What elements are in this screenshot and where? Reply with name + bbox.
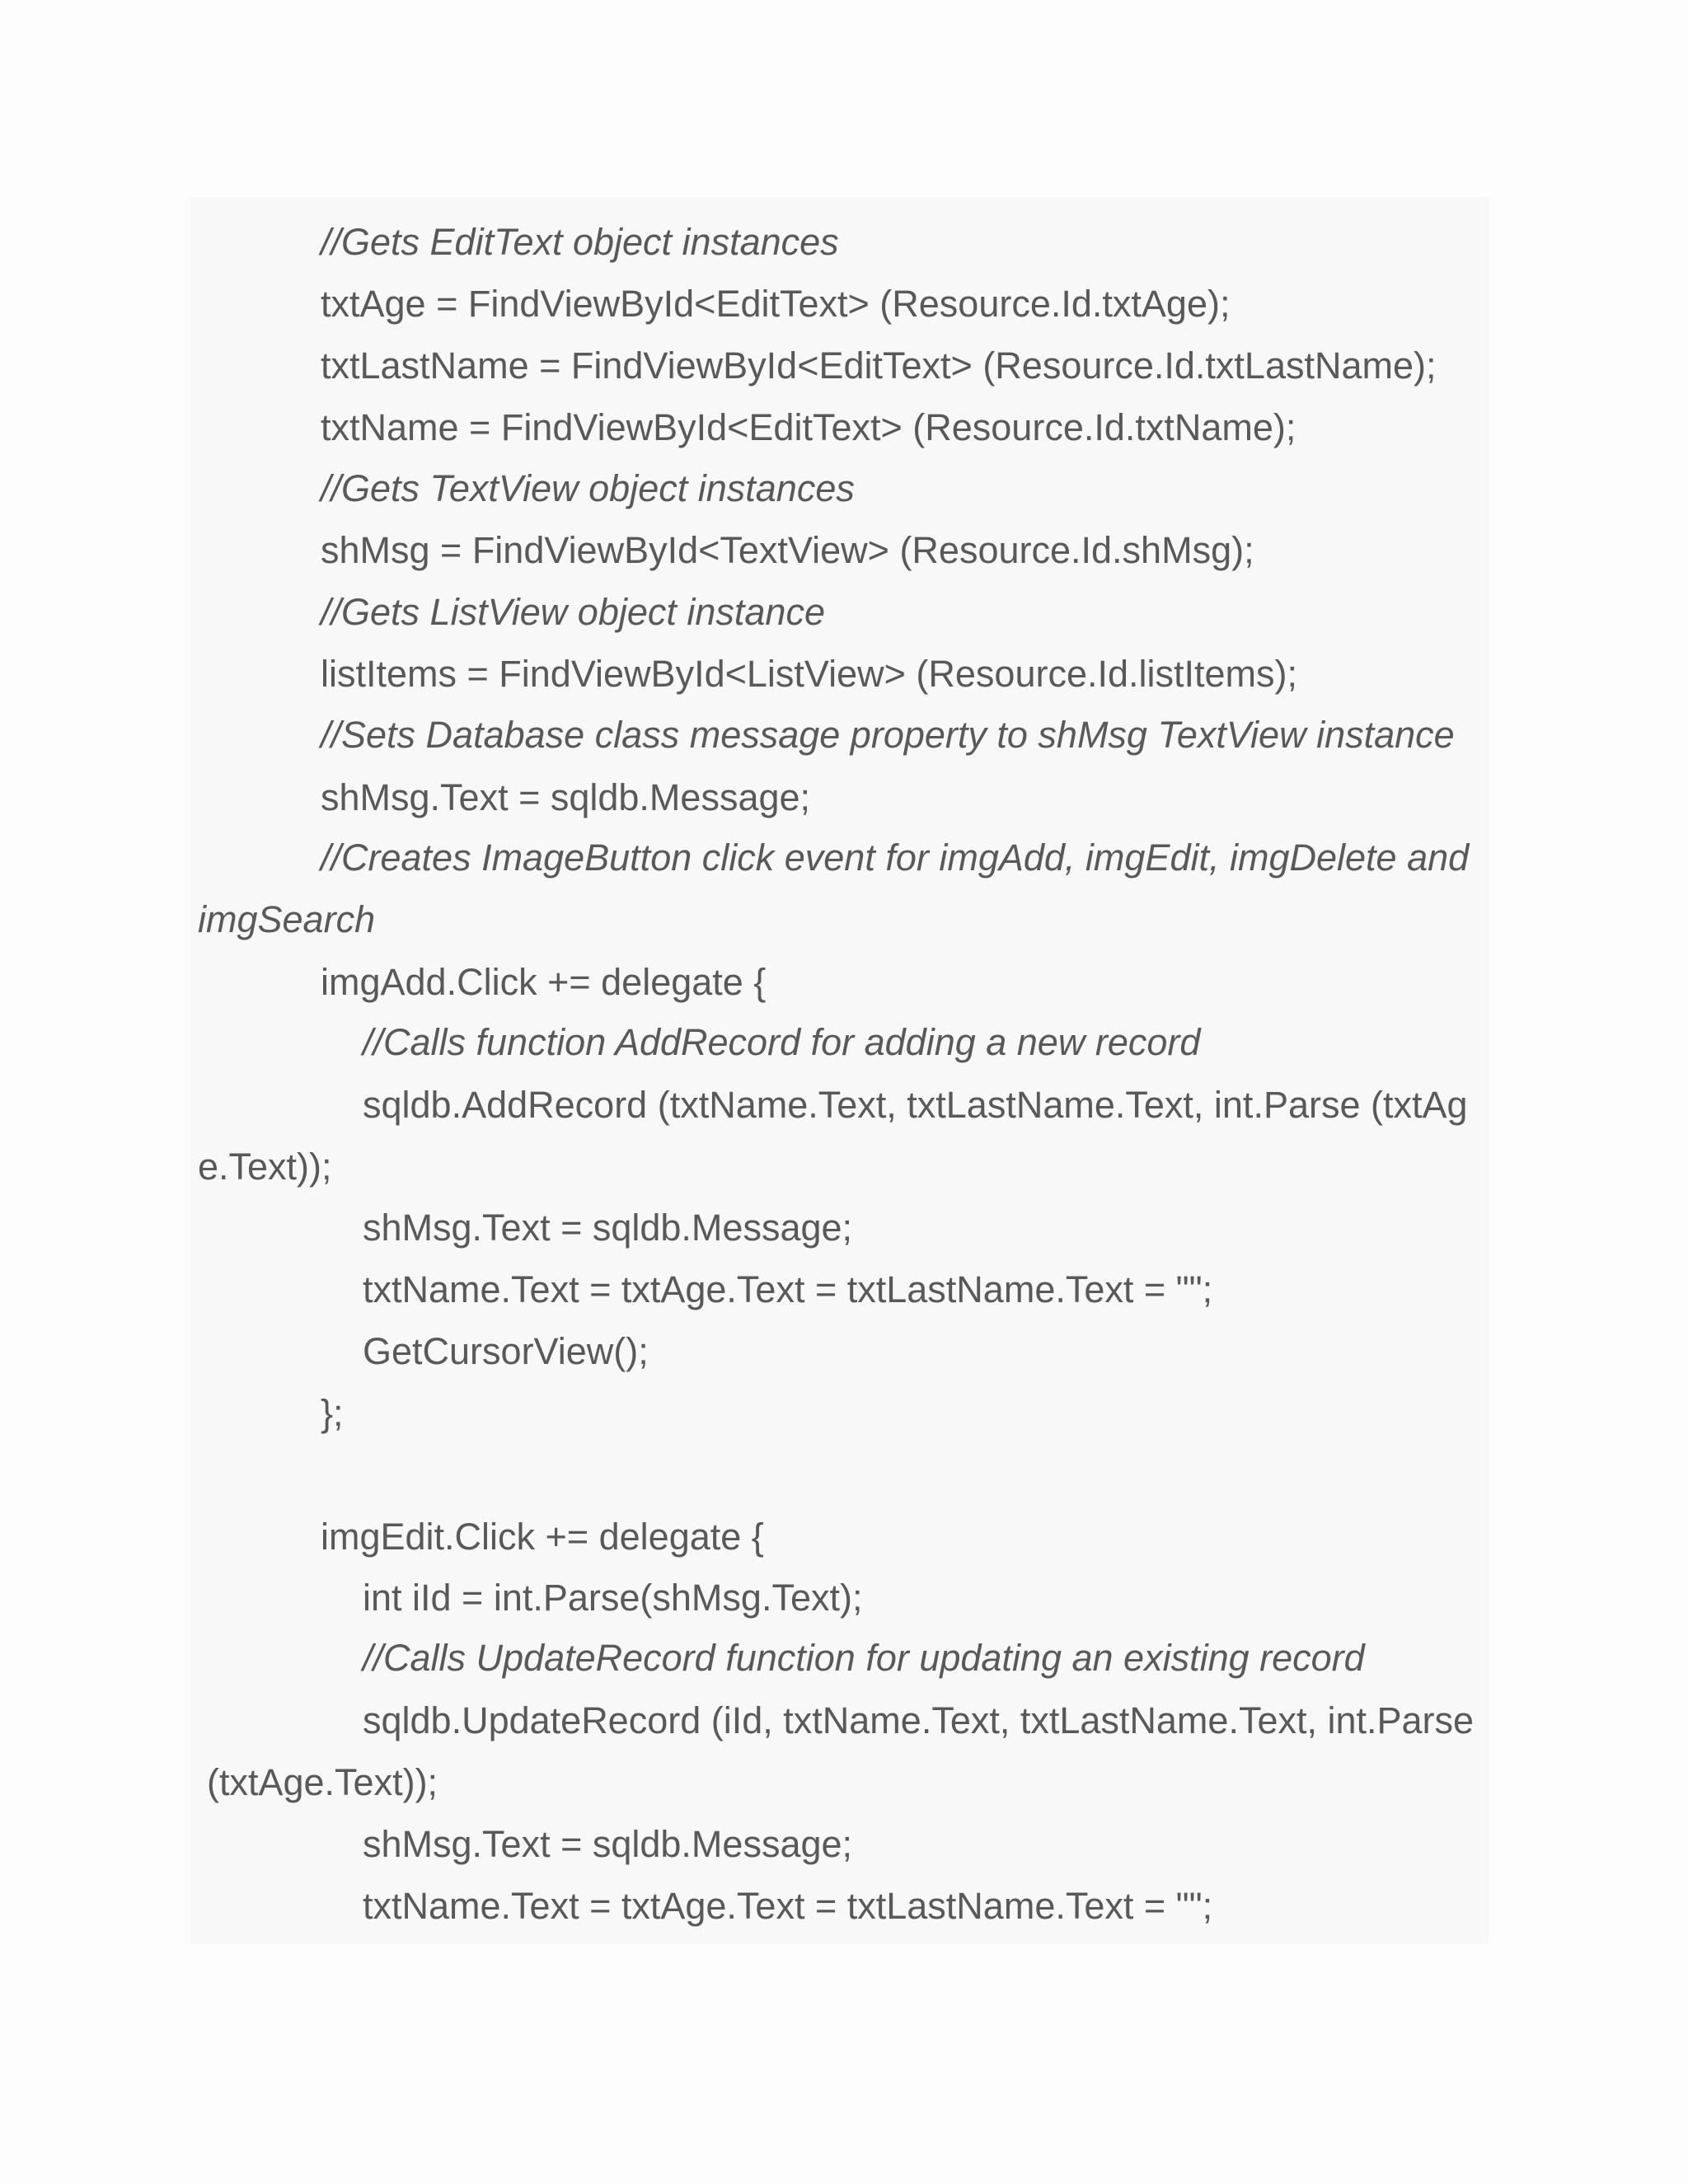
code-comment-line: imgSearch <box>198 898 376 940</box>
code-line: listItems = FindViewById<ListView> (Resource.Id.listItems); <box>321 653 1298 695</box>
code-line: }; <box>321 1392 344 1434</box>
code-line: shMsg.Text = sqldb.Message; <box>321 776 811 818</box>
code-line: txtAge = FindViewById<EditText> (Resource.Id.txtAge); <box>321 283 1231 325</box>
code-line: shMsg.Text = sqldb.Message; <box>363 1207 853 1249</box>
code-line: imgAdd.Click += delegate { <box>321 961 767 1003</box>
code-comment-line: //Gets TextView object instances <box>321 467 855 509</box>
code-line: txtName = FindViewById<EditText> (Resource.Id.txtName); <box>321 406 1296 448</box>
code-line: txtLastName = FindViewById<EditText> (Resource.Id.txtLastName); <box>321 344 1437 387</box>
code-line: imgEdit.Click += delegate { <box>321 1516 764 1558</box>
code-line: txtName.Text = txtAge.Text = txtLastName.Text = ""; <box>363 1268 1213 1310</box>
code-line: sqldb.AddRecord (txtName.Text, txtLastName.Text, int.Parse (txtAg <box>363 1084 1468 1126</box>
code-comment-line: //Creates ImageButton click event for imgAdd, imgEdit, imgDelete and <box>321 837 1470 879</box>
code-line: int iId = int.Parse(shMsg.Text); <box>363 1577 863 1619</box>
code-line: sqldb.UpdateRecord (iId, txtName.Text, txtLastName.Text, int.Parse <box>363 1699 1475 1741</box>
code-line: shMsg.Text = sqldb.Message; <box>363 1823 853 1865</box>
code-line: txtName.Text = txtAge.Text = txtLastName.Text = ""; <box>363 1885 1213 1927</box>
code-block <box>190 197 1489 1944</box>
code-line: e.Text)); <box>198 1146 332 1188</box>
code-comment-line: //Calls UpdateRecord function for updating an existing record <box>363 1637 1365 1679</box>
code-comment-line: //Gets ListView object instance <box>321 591 825 633</box>
code-line: GetCursorView(); <box>363 1330 649 1372</box>
code-comment-line: //Sets Database class message property to shMsg TextView instance <box>321 714 1455 756</box>
code-line: (txtAge.Text)); <box>207 1761 438 1803</box>
code-line: shMsg = FindViewById<TextView> (Resource.Id.shMsg); <box>321 529 1254 571</box>
code-comment-line: //Calls function AddRecord for adding a new record <box>363 1021 1201 1063</box>
code-comment-line: //Gets EditText object instances <box>321 221 839 263</box>
